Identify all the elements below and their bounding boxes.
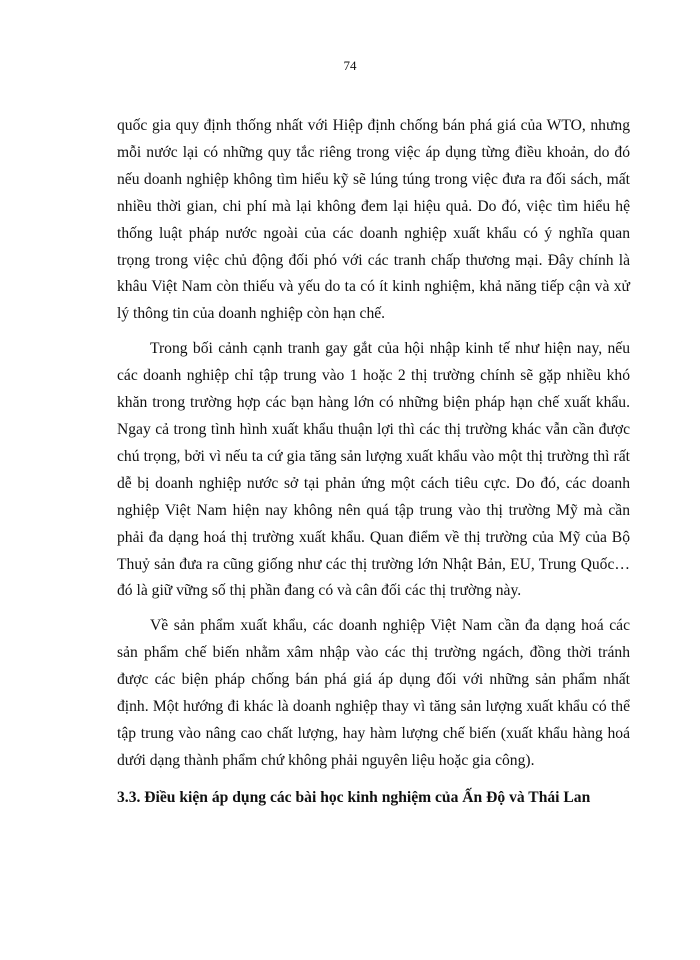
section-heading: 3.3. Điều kiện áp dụng các bài học kinh nghiệm của Ấn Độ và Thái Lan [117, 788, 591, 806]
paragraph-market-diversification: Trong bối cảnh cạnh tranh gay gắt của hội nhập kinh tế như hiện nay, nếu các doanh nghiệp chỉ tập trung vào 1 hoặc 2 thị trường chính sẽ gặp nhiều khó khăn trong trường hợp các bạn hàng lớn có những biện pháp hạn chế xuất khẩu. Ngay cả trong tình hình xuất khẩu thuận lợi thì các thị trường khác vẫn cần được chú trọng, bởi vì nếu ta cứ gia tăng sản lượng xuất khẩu vào một thị trường thì rất dễ bị doanh nghiệp nước sở tại phản ứng một cách tiêu cực. Do đó, các doanh nghiệp Việt Nam hiện nay không nên quá tập trung vào thị trường Mỹ mà cần phải đa dạng hoá thị trường xuất khẩu. Quan điểm về thị trường của Mỹ của Bộ Thuỷ sản đưa ra cũng giống như các thị trường lớn Nhật Bản, EU, Trung Quốc… đó là giữ vững số thị phần đang có và cân đối các thị trường này. [117, 340, 630, 600]
body-text [117, 113, 630, 812]
page-number: 74 [343, 58, 357, 73]
paragraph-export-products: Về sản phẩm xuất khẩu, các doanh nghiệp Việt Nam cần đa dạng hoá các sản phẩm chế biến nhằm xâm nhập vào các thị trường ngách, đồng thời tránh được các biện pháp chống bán phá giá áp dụng đối với những sản phẩm nhất định. Một hướng đi khác là doanh nghiệp thay vì tăng sản lượng xuất khẩu có thể tập trung vào nâng cao chất lượng, hay hàm lượng chế biến (xuất khẩu hàng hoá dưới dạng thành phẩm chứ không phải nguyên liệu hoặc gia công). [117, 617, 630, 769]
paragraph-continuation: quốc gia quy định thống nhất với Hiệp định chống bán phá giá của WTO, nhưng mỗi nước lại có những quy tắc riêng trong việc áp dụng từng điều khoản, do đó nếu doanh nghiệp không tìm hiểu kỹ sẽ lúng túng trong việc đưa ra đối sách, mất nhiều thời gian, chi phí mà lại không đem lại hiệu quả. Do đó, việc tìm hiểu hệ thống luật pháp nước ngoài của các doanh nghiệp xuất khẩu có ý nghĩa quan trọng trong việc chủ động đối phó với các tranh chấp thương mại. Đây chính là khâu Việt Nam còn thiếu và yếu do ta có ít kinh nghiệm, khả năng tiếp cận và xử lý thông tin của doanh nghiệp còn hạn chế. [117, 117, 630, 323]
